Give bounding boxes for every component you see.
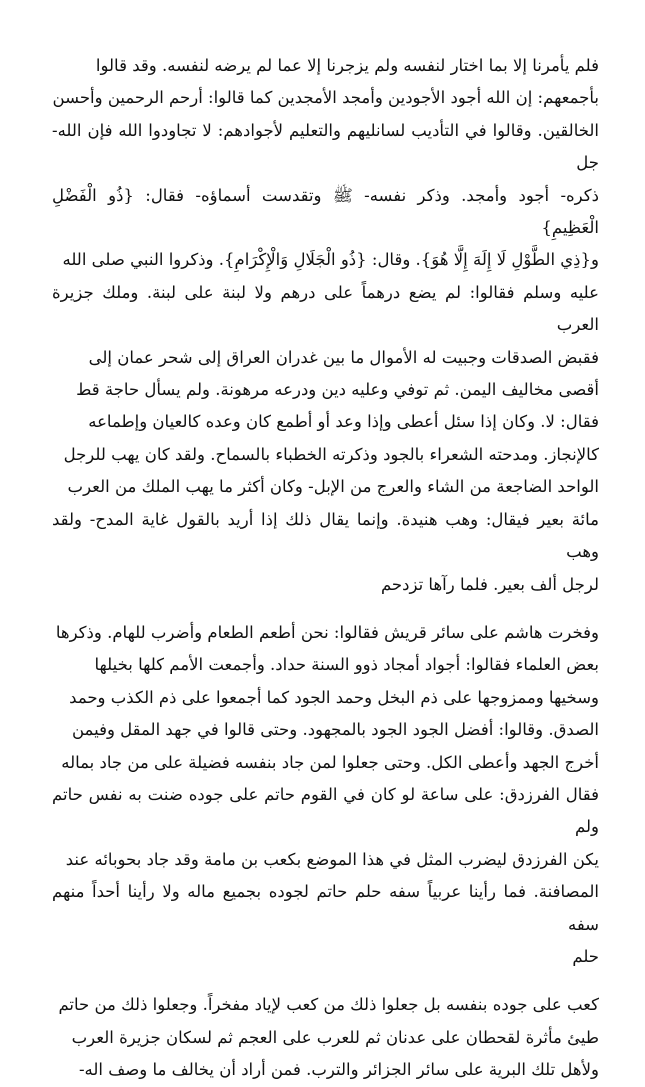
text-line: المصافنة. فما رأينا عربياً سفه حلم حاتم لجوده بجميع ماله ولا رأينا أحداً منهم سفه [52, 882, 599, 934]
text-line: طيئ مأثرة لقحطان على عدنان ثم للعرب على العجم ثم لسكان جزيرة العرب [71, 1027, 599, 1047]
text-line: الصدق. وقالوا: أفضل الجود الجود بالمجهود. وحتى قالوا في جهد المقل وفيمن [72, 720, 599, 740]
paragraph-1 [52, 50, 599, 601]
text-line: الخالقين. وقالوا في التأديب لسانليهم والتعليم لأجوادهم: لا تجاودوا الله فإن الله- جل [52, 120, 599, 173]
text-line: لرجل ألف بعير. فلما رآها تزدحم [380, 574, 599, 594]
text-line: مائة بعير فيقال: وهب هنيدة. وإنما يقال ذلك إذا أريد بالقول غاية المدح- ولقد وهب [52, 509, 599, 562]
text-line: فقال: لا. وكان إذا سئل أعطى وإذا وعد أو أطمع كان وعده كالعيان وإطماعه [88, 412, 599, 432]
paragraph-3 [52, 989, 599, 1086]
text-line: وفخرت هاشم على سائر قريش فقالوا: نحن أطعم الطعام وأضرب للهام. وذكرها [55, 622, 599, 642]
text-line: فقبض الصدقات وجبيت له الأموال ما بين غدران العراق إلى شحر عمان إلى [88, 347, 599, 367]
text-line: ذكره- أجود وأمجد. وذكر نفسه- ﷺ وتقدست أسماؤه- فقال: {ذُو الْفَضْلِ الْعَظِيمِ} [52, 185, 599, 238]
text-line: فقال الفرزدق: على ساعة لو كان في القوم حاتم على جوده ضنت به نفس حاتم ولم [52, 784, 599, 837]
text-line: الواحد الضاجعة من الشاء والعرج من الإبل- وكان أكثر ما يهب الملك من العرب [67, 477, 599, 497]
text-line: و{ذِي الطَّوْلِ لَا إِلَهَ إِلَّا هُوَ}. وقال: {ذُو الْجَلَالِ وَالْإِكْرَامِ}. وذكروا النبي صلى الله [62, 250, 599, 270]
text-line: وسخيها وممزوجها على ذم البخل وحمد الجود كما أجمعوا على ذم الكذب وحمد [69, 687, 599, 707]
text-line: فلم يأمرنا إلا بما اختار لنفسه ولم يزجرنا إلا عما لم يرضه لنفسه. وقد قالوا [95, 56, 599, 75]
text-line: عليه وسلم فقالوا: لم يضع درهماً على درهم ولا لبنة على لبنة. وملك جزيرة العرب [52, 282, 599, 335]
text-line: بأجمعهم: إن الله أجود الأجودين وأمجد الأمجدين كما قالوا: أرحم الرحمين وأحسن [52, 88, 599, 108]
text-line: ولأهل تلك البرية على سائر الجزائر والترب. فمن أراد أن يخالف ما وصف اله- [78, 1060, 599, 1080]
text-line: أخرج الجهد وأعطى الكل. وحتى جعلوا لمن جاد بنفسه فضيلة على من جاد بماله [61, 752, 599, 772]
text-line: كعب على جوده بنفسه بل جعلوا ذلك من كعب لإياد مفخراً. وجعلوا ذلك من حاتم [58, 995, 599, 1015]
text-line: حلم [572, 946, 599, 966]
text-line: كالإنجاز. ومدحته الشعراء بالجود وذكرته الخطباء بالسماح. ولقد كان يهب للرجل [63, 444, 599, 464]
text-line: أقصى مخاليف اليمن. ثم توفي وعليه دين ودرعه مرهونة. ولم يسأل حاجة قط [76, 380, 599, 400]
text-line: يكن الفرزدق ليضرب المثل في هذا الموضع بكعب بن مامة وقد جاد بحوبائه عند [65, 849, 599, 869]
paragraph-2 [52, 617, 599, 973]
text-line: بعض العلماء فقالوا: أجواد أمجاد ذوو السنة حداد. وأجمعت الأمم كلها بخيلها [94, 655, 599, 675]
